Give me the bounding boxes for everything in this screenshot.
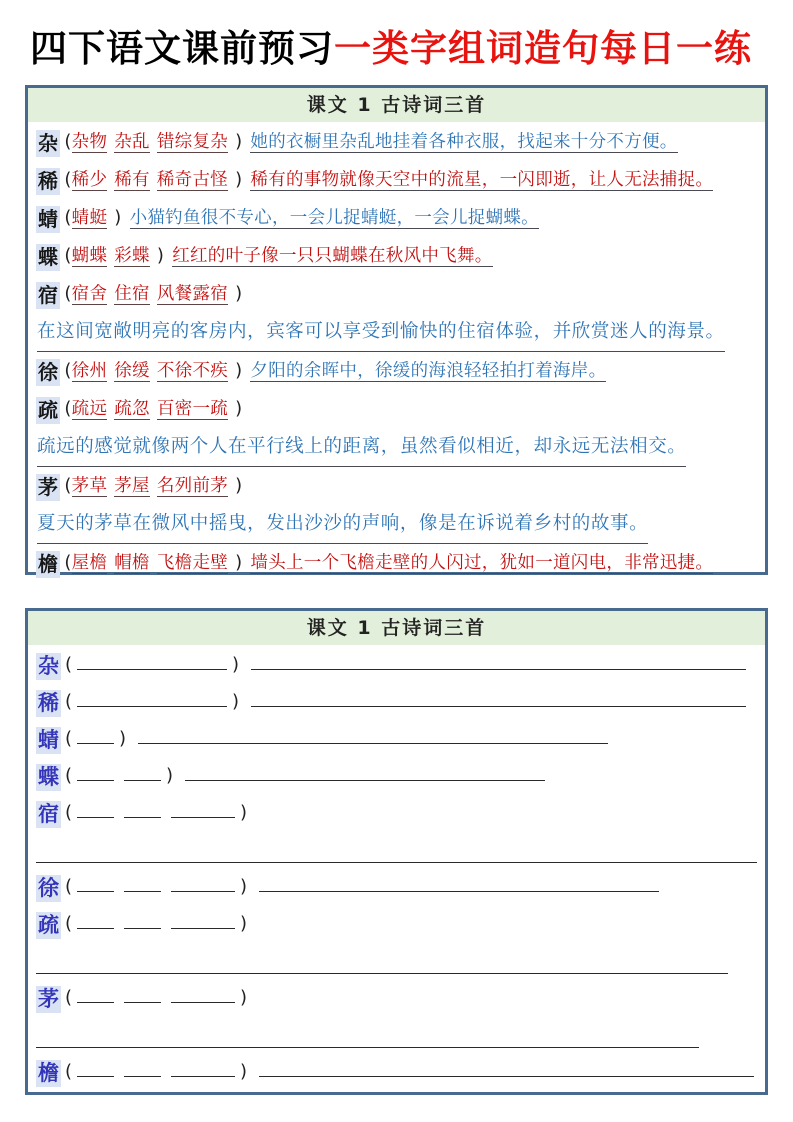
- paren-open: (: [65, 1061, 73, 1082]
- word-blank-slot: [77, 728, 114, 744]
- paren-close: ): [114, 207, 122, 228]
- example-sentence: 红红的叶子像一只只蝴蝶在秋风中飞舞。: [172, 246, 493, 266]
- entry-sentence-row: [36, 505, 757, 544]
- word-blank-slot: [171, 1061, 235, 1077]
- lesson-box-filled: [25, 85, 768, 575]
- paren-close: ): [166, 765, 174, 786]
- vocab-word: 疏忽: [114, 399, 150, 419]
- entry-char: 蝶: [38, 245, 59, 269]
- word-blank-slot: [77, 913, 114, 929]
- sentence-blank-line: [138, 728, 608, 744]
- practice-char: 茅: [38, 987, 59, 1011]
- practice-row: [36, 979, 757, 1016]
- paren-close: ): [240, 1061, 248, 1082]
- paren-open: (: [64, 207, 72, 228]
- sentence-blank-line: [185, 765, 545, 781]
- entry-char: 茅: [38, 475, 59, 499]
- entry-row: [36, 237, 757, 275]
- entry-char: 杂: [38, 131, 59, 155]
- paren-close: ): [156, 245, 165, 266]
- paren-open: (: [65, 728, 73, 749]
- example-sentence: 夕阳的余晖中，徐缓的海浪轻轻拍打着海岸。: [250, 361, 607, 381]
- vocab-word: 稀少: [71, 170, 108, 190]
- practice-row: [36, 646, 757, 683]
- practice-row: [36, 868, 757, 905]
- sentence-blank-line: [259, 876, 659, 892]
- word-blank-slot: [77, 987, 114, 1003]
- vocab-word: 稀有: [114, 170, 150, 190]
- example-sentence: 稀有的事物就像天空中的流星，一闪即逝，让人无法捕捉。: [250, 170, 714, 190]
- paren-close: ): [240, 876, 248, 897]
- paren-close: ): [235, 131, 243, 152]
- vocab-word: 稀奇古怪: [156, 170, 229, 190]
- vocab-word: 住宿: [114, 284, 150, 304]
- practice-row: [36, 905, 757, 942]
- entry-row: [36, 390, 757, 428]
- paren-close: ): [235, 475, 243, 496]
- word-blank-slot: [124, 802, 161, 818]
- paren-open: (: [64, 475, 72, 496]
- word-blank-slot: [124, 876, 161, 892]
- paren-open: (: [64, 552, 72, 573]
- practice-row: [36, 794, 757, 831]
- word-blank-slot: [77, 876, 114, 892]
- entry-char: 檐: [38, 552, 59, 576]
- practice-char: 蝶: [38, 765, 59, 789]
- word-blank-slot: [171, 876, 235, 892]
- page-title-red: 一类字组词造句每日一练: [334, 27, 752, 70]
- vocab-word: 风餐露宿: [156, 284, 229, 304]
- entry-char: 稀: [38, 169, 59, 193]
- paren-close: ): [119, 728, 127, 749]
- vocab-word: 徐缓: [114, 361, 150, 381]
- entry-char: 蜻: [38, 207, 59, 231]
- paren-close: ): [235, 398, 243, 419]
- blank-rows: [28, 645, 765, 1090]
- paren-close: ): [235, 283, 243, 304]
- entry-row: [36, 352, 757, 390]
- sentence-blank-line: [36, 862, 757, 863]
- entry-char: 疏: [38, 398, 59, 422]
- vocab-word: 屋檐: [71, 553, 108, 573]
- practice-char: 蜻: [38, 728, 59, 752]
- vocab-word: 宿舍: [71, 284, 108, 304]
- word-blank-slot: [77, 1061, 114, 1077]
- vocab-word: 蝴蝶: [71, 246, 108, 266]
- paren-close: ): [240, 913, 248, 934]
- sentence-blank-line: [36, 973, 728, 974]
- vocab-word: 茅屋: [114, 476, 150, 496]
- sentence-blank-row: [36, 831, 757, 868]
- paren-open: (: [64, 283, 72, 304]
- example-sentence: 疏远的感觉就像两个人在平行线上的距离，虽然看似相近，却永远无法相交。: [37, 428, 686, 467]
- entry-char: 宿: [38, 283, 59, 307]
- paren-close: ): [240, 987, 248, 1008]
- paren-open: (: [65, 765, 73, 786]
- paren-close: ): [235, 360, 243, 381]
- paren-open: (: [65, 654, 73, 675]
- paren-open: (: [64, 169, 72, 190]
- word-blank-slot: [77, 765, 114, 781]
- word-blank-slot: [171, 913, 235, 929]
- example-sentence: 在这间宽敞明亮的客房内，宾客可以享受到愉快的住宿体验，并欣赏迷人的海景。: [37, 313, 725, 352]
- vocab-word: 蜻蜓: [71, 208, 108, 228]
- word-blank-slot: [77, 691, 227, 707]
- vocab-word: 徐州: [71, 361, 108, 381]
- paren-open: (: [64, 398, 72, 419]
- practice-char: 徐: [38, 876, 59, 900]
- entry-row: [36, 199, 757, 237]
- vocab-word: 百密一疏: [156, 399, 229, 419]
- practice-row: [36, 720, 757, 757]
- sentence-blank-line: [36, 1047, 699, 1048]
- word-blank-slot: [124, 987, 161, 1003]
- page-title: [30, 18, 752, 72]
- vocab-word: 飞檐走壁: [156, 553, 229, 573]
- vocab-word: 杂乱: [114, 132, 150, 152]
- paren-open: (: [64, 131, 72, 152]
- vocab-word: 名列前茅: [156, 476, 229, 496]
- word-blank-slot: [124, 765, 161, 781]
- entry-row: [36, 161, 757, 199]
- paren-close: ): [232, 654, 240, 675]
- paren-open: (: [65, 876, 73, 897]
- vocab-word: 帽檐: [114, 553, 150, 573]
- word-blank-slot: [124, 1061, 161, 1077]
- example-sentence: 墙头上一个飞檐走壁的人闪过，犹如一道闪电，非常迅捷。: [250, 553, 714, 573]
- paren-open: (: [65, 691, 73, 712]
- vocab-word: 不徐不疾: [156, 361, 229, 381]
- sentence-blank-line: [259, 1061, 754, 1077]
- entry-row: [36, 467, 757, 505]
- vocab-word: 疏远: [71, 399, 108, 419]
- paren-open: (: [65, 987, 73, 1008]
- entry-row: [36, 275, 757, 313]
- lesson-header-filled: 课文 1 古诗词三首: [28, 88, 765, 122]
- word-blank-slot: [124, 913, 161, 929]
- lesson-box-blank: [25, 608, 768, 1095]
- vocab-word: 杂物: [71, 132, 108, 152]
- word-blank-slot: [171, 802, 235, 818]
- practice-char: 檐: [38, 1061, 59, 1085]
- sentence-blank-row: [36, 942, 757, 979]
- sentence-blank-line: [251, 691, 746, 707]
- paren-open: (: [65, 802, 73, 823]
- example-sentence: 夏天的茅草在微风中摇曳，发出沙沙的声响，像是在诉说着乡村的故事。: [37, 505, 648, 544]
- entry-char: 徐: [38, 360, 59, 384]
- word-blank-slot: [77, 802, 114, 818]
- paren-close: ): [235, 552, 243, 573]
- practice-char: 宿: [38, 802, 59, 826]
- vocab-word: 彩蝶: [114, 246, 150, 266]
- paren-close: ): [240, 802, 248, 823]
- entry-row: [36, 544, 757, 582]
- entry-sentence-row: [36, 428, 757, 467]
- sentence-blank-line: [251, 654, 746, 670]
- practice-row: [36, 757, 757, 794]
- sentence-blank-row: [36, 1016, 757, 1053]
- paren-open: (: [64, 245, 72, 266]
- entry-row: [36, 123, 757, 161]
- lesson-header-blank: 课文 1 古诗词三首: [28, 611, 765, 645]
- paren-open: (: [65, 913, 73, 934]
- entry-sentence-row: [36, 313, 757, 352]
- vocab-word: 错综复杂: [156, 132, 229, 152]
- paren-close: ): [232, 691, 240, 712]
- paren-close: ): [235, 169, 243, 190]
- word-blank-slot: [77, 654, 227, 670]
- practice-char: 稀: [38, 691, 59, 715]
- practice-char: 疏: [38, 913, 59, 937]
- practice-row: [36, 683, 757, 720]
- vocab-word: 茅草: [71, 476, 108, 496]
- practice-char: 杂: [38, 654, 59, 678]
- example-sentence: 她的衣橱里杂乱地挂着各种衣服，找起来十分不方便。: [250, 132, 678, 152]
- filled-rows: [28, 122, 765, 582]
- practice-row: [36, 1053, 757, 1090]
- page-title-black: 四下语文课前预习: [30, 27, 334, 70]
- paren-open: (: [64, 360, 72, 381]
- example-sentence: 小猫钓鱼很不专心，一会儿捉蜻蜓，一会儿捉蝴蝶。: [129, 208, 539, 228]
- word-blank-slot: [171, 987, 235, 1003]
